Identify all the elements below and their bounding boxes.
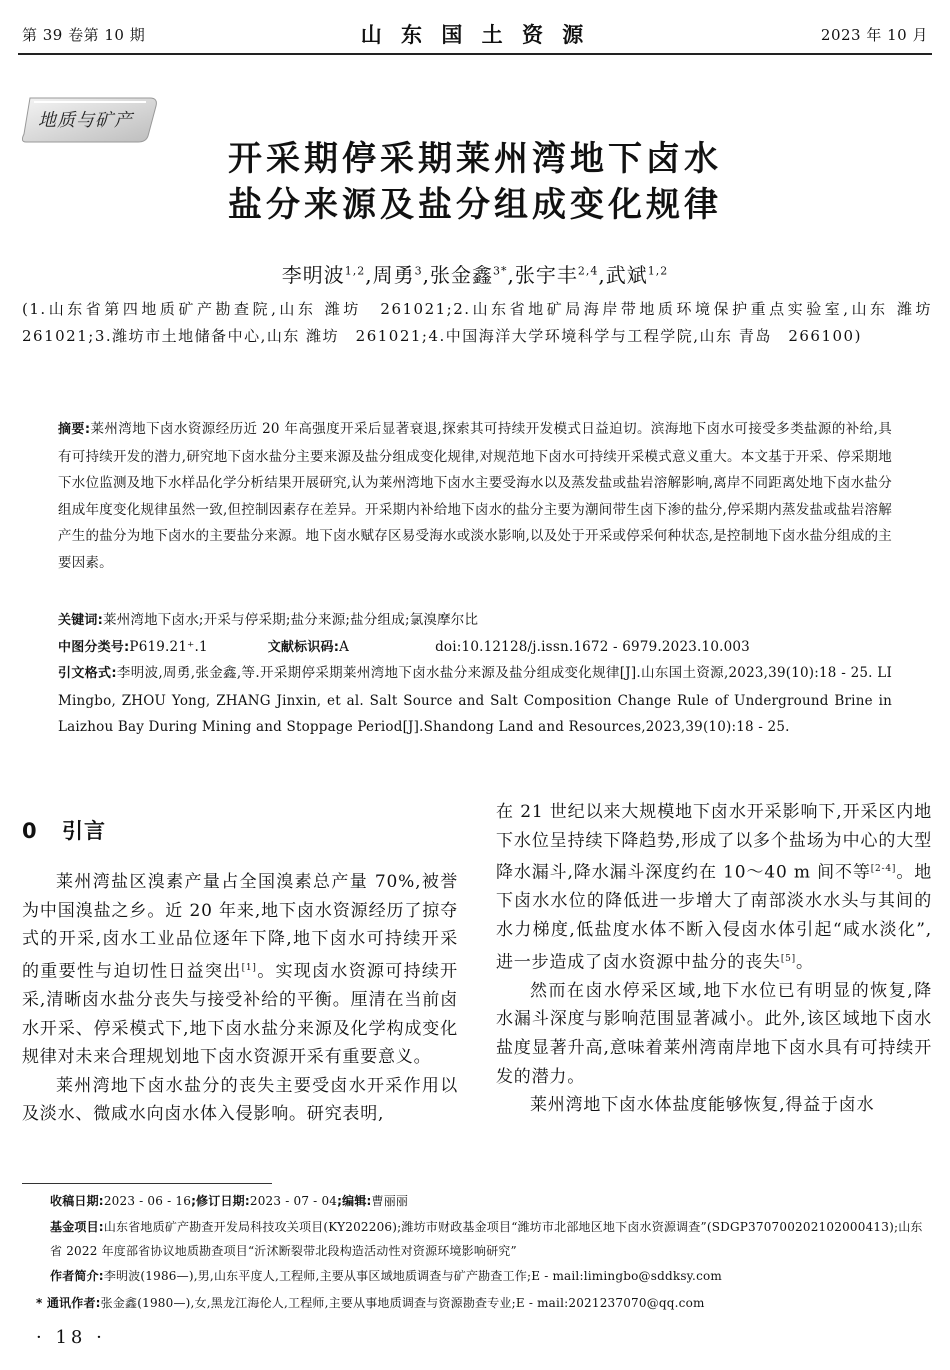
- issue-date: 2023 年 10 月: [820, 26, 928, 44]
- header-rule: [18, 53, 932, 55]
- abstract: [58, 416, 892, 576]
- abstract-text: 莱州湾地下卤水资源经历近 20 年高强度开采后显著衰退,探索其可持续开发模式日益迫切。滨海地下卤水可接受多类盐源的补给,具有可持续开发的潜力,研究地下卤水盐分主要来源及盐分组成变化规律,对规范地下卤水可持续开采模式意义重大。本文基于开采、停采期地下水位监测及地下水样品化学分析结果开展研究,认为莱州湾地下卤水主要受海水以及蒸发盐或盐岩溶解影响,离岸不同距离处地下卤水盐分组成年度变化规律虽然一致,但控制因素存在差异。开采期内补给地下卤水的盐分主要为潮间带生卤下渗的盐分,停采期内蒸发盐或盐岩溶解产生的盐分为地下卤水的主要盐分来源。地下卤水赋存区易受海水或淡水影响,以及处于开采或停采何种状态,是控制地下卤水盐分组成的主要因素。: [58, 421, 892, 571]
- author-affil-sup: 2,4: [577, 264, 599, 278]
- paragraph: [496, 798, 932, 977]
- received-date: 2023 - 06 - 16: [103, 1194, 192, 1208]
- footnote-author: [50, 1265, 930, 1289]
- author-name: 周勇: [372, 263, 415, 287]
- paragraph-text: 在 21 世纪以来大规模地下卤水开采影响下,开采区内地下水位呈持续下降趋势,形成了以多个盐场为中心的大型降水漏斗,降水漏斗深度约在 10～40 m 间不等: [496, 802, 932, 883]
- section-title: 引言: [62, 819, 106, 843]
- paragraph: 莱州湾地下卤水盐分的丧失主要受卤水开采作用以及淡水、微咸水向卤水体入侵影响。研究表明,: [22, 1075, 458, 1125]
- citation-ref[interactable]: [1]: [241, 962, 257, 973]
- author-bio-label: 作者简介:: [50, 1269, 104, 1283]
- paragraph: 然而在卤水停采区域,地下水位已有明显的恢复,降水漏斗深度与影响范围显著减小。此外,该区域地下卤水盐度显著升高,意味着莱州湾南岸地下卤水具有可持续开发的潜力。: [496, 980, 932, 1087]
- volume-issue: 第 39 卷第 10 期: [22, 26, 146, 44]
- title-line-1: 开采期停采期莱州湾地下卤水: [228, 139, 722, 179]
- keywords-label: 关键词:: [58, 613, 103, 628]
- doi: doi:10.12128/j.issn.1672 - 6979.2023.10.003: [435, 639, 750, 655]
- revised-label: ;修订日期:: [191, 1194, 250, 1208]
- keywords-text: 莱州湾地下卤水;开采与停采期;盐分来源;盐分组成;氯溴摩尔比: [103, 612, 479, 628]
- received-label: 收稿日期:: [50, 1194, 104, 1208]
- author-bio-text: 李明波(1986—),男,山东平度人,工程师,主要从事区域地质调查与矿产勘查工作;E - mail:limingbo@sddksy.com: [103, 1269, 722, 1283]
- citation-label: 引文格式:: [58, 666, 117, 681]
- right-column: [496, 798, 932, 1120]
- paragraph: 莱州湾地下卤水体盐度能够恢复,得益于卤水: [530, 1095, 875, 1116]
- corresponding-text: 张金鑫(1980—),女,黑龙江海伦人,工程师,主要从事地质调查与资源勘查专业;E - mail:2021237070@qq.com: [100, 1296, 705, 1310]
- journal-name: 山 东 国 土 资 源: [360, 22, 590, 47]
- citation-ref[interactable]: [5]: [780, 953, 796, 964]
- author-name: 张宇丰: [514, 263, 578, 287]
- editor-name: 曹丽丽: [371, 1194, 409, 1208]
- paragraph: [22, 868, 458, 1072]
- author-name: 张金鑫: [430, 263, 493, 287]
- fund-label: 基金项目:: [50, 1220, 104, 1234]
- revised-date: 2023 - 07 - 04: [249, 1194, 338, 1208]
- page-number: · 18 ·: [36, 1327, 106, 1348]
- paragraph-text: 。: [795, 952, 814, 973]
- author-affil-sup: 3*: [493, 264, 508, 278]
- author-affil-sup: 1,2: [344, 264, 366, 278]
- paragraph-text: 。实现卤水资源可持续开采,清晰卤水盐分丧失与接受补给的平衡。厘清在当前卤水开采、停采模式下,地下卤水盐分来源及化学构成变化规律对未来合理规划地下卤水资源开采有重要意义。: [22, 961, 458, 1068]
- doc-code-value: A: [339, 639, 350, 655]
- section-badge-label: 地质与矿产: [38, 110, 133, 131]
- section-heading: [22, 815, 106, 845]
- affiliations: (1.山东省第四地质矿产勘查院,山东 潍坊 261021;2.山东省地矿局海岸带地质环境保护重点实验室,山东 潍坊 261021;3.潍坊市土地储备中心,山东 潍坊 261021;4.中国海洋大学环境科学与工程学院,山东 青岛 266100): [22, 300, 949, 345]
- fund-text: 山东省地质矿产勘查开发局科技攻关项目(KY202206);潍坊市财政基金项目“潍坊市北部地区地下卤水资源调查”(SDGP370700202102000413);山东省 2022 年度部省协议地质勘查项目“沂沭断裂带北段构造活动性对资源环境影响研究”: [50, 1220, 923, 1258]
- footnote-fund: [50, 1216, 930, 1263]
- article-title: [0, 136, 950, 228]
- author-name: 李明波: [281, 263, 345, 287]
- footnote-corresponding: [36, 1292, 916, 1316]
- author-affil-sup: 3: [414, 264, 423, 278]
- footnote-dates: [50, 1190, 930, 1214]
- corresponding-label: * 通讯作者:: [36, 1296, 101, 1310]
- editor-label: ;编辑:: [337, 1194, 372, 1208]
- author-affil-sup: 1,2: [647, 264, 669, 278]
- section-number: 0: [22, 819, 38, 843]
- paragraph-text: 。地下卤水水位的降低进一步增大了南部淡水水头与其间的水力梯度,低盐度水体不断入侵卤水体引起“咸水淡化”,进一步造成了卤水资源中盐分的丧失: [496, 862, 932, 973]
- citation: [58, 660, 892, 741]
- footnote-rule: [22, 1183, 272, 1184]
- paragraph-text: 莱州湾盐区溴素产量占全国溴素总产量 70%,被誉为中国溴盐之乡。近 20 年来,地下卤水资源经历了掠夺式的开采,卤水工业品位逐年下降,地下卤水可持续开采的重要性与迫切性日益突出: [22, 872, 458, 982]
- author-name: 武斌: [605, 263, 648, 287]
- title-line-2: 盐分来源及盐分组成变化规律: [228, 185, 722, 225]
- doc-code-label: 文献标识码:: [267, 640, 340, 655]
- left-column: [22, 868, 458, 1129]
- clc-label: 中图分类号:: [58, 640, 130, 655]
- author-list: 李明波$^{1,2}$,周勇$^3$,张金鑫$^{3*}$,张宇丰$^{2,4}$,武斌$^{1,2}$: [281, 263, 669, 287]
- clc-value: P619.21⁺.1: [129, 639, 208, 655]
- citation-ref[interactable]: [2-4]: [870, 864, 897, 875]
- keywords: [58, 607, 892, 635]
- abstract-label: 摘要:: [58, 422, 91, 437]
- classification-line: [58, 634, 892, 662]
- citation-text: 李明波,周勇,张金鑫,等.开采期停采期莱州湾地下卤水盐分来源及盐分组成变化规律[J].山东国土资源,2023,39(10):18 - 25. LI Mingbo, ZHOU Yong, ZHANG Jinxin, et al. Salt Source and Salt Composition Change Rule of Underground Brine in Laizhou Bay During Mining and Stoppage Period[J].Shandong Land and Resources,2023,39(10):18 - 25.: [58, 665, 892, 735]
